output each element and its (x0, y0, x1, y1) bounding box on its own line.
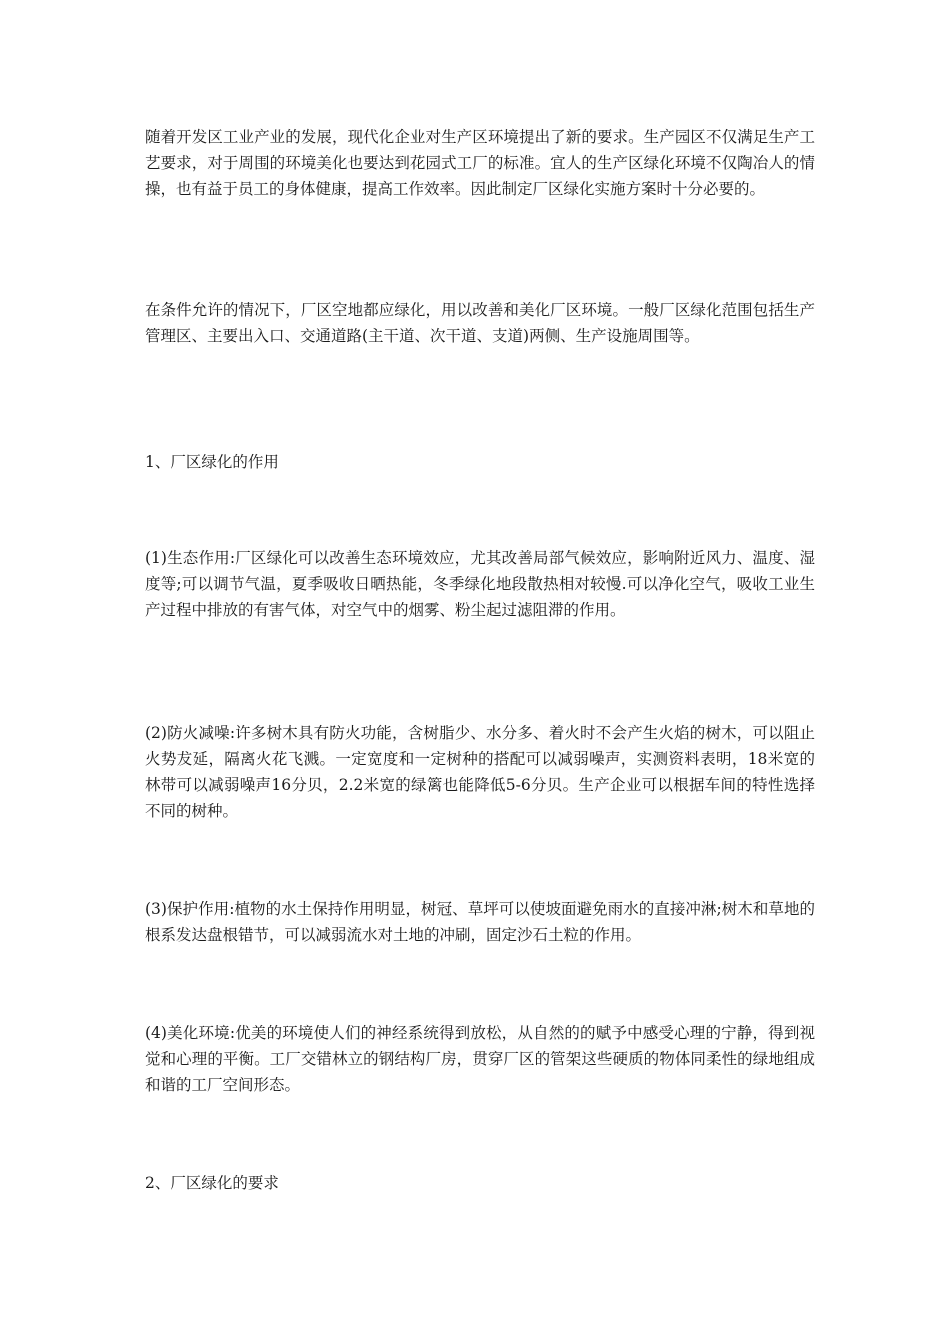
fire-noise-paragraph: (2)防火减噪:许多树木具有防火功能，含树脂少、水分多、着火时不会产生火焰的树木，可以阻止火势犮延，隔离火花飞溅。一定宽度和一定树种的搭配可以减弱噪声，实测资料表明，18米宽的林带可以减弱噪声16分贝，2.2米宽的绿篱也能降低5-6分贝。生产企业可以根据车间的特性选择不同的树种。 (145, 724, 815, 820)
ecology-paragraph: (1)生态作用:厂区绿化可以改善生态环境效应，尤其改善局部气候效应，影响附近风力、温度、湿度等;可以调节气温，夏季吸收日晒热能，冬季绿化地段散热相对较慢.可以净化空气，吸收工业生产过程中排放的有害气体，对空气中的烟雾、粉尘起过滤阻滞的作用。 (145, 549, 815, 619)
protection-paragraph: (3)保护作用:植物的水土保持作用明显，树冠、草坪可以使坡面避免雨水的直接冲淋;树木和草地的根系发达盘根错节，可以减弱流水对土地的冲刷，固定沙石土粒的作用。 (145, 900, 815, 944)
scope-paragraph: 在条件允许的情况下，厂区空地都应绿化，用以改善和美化厂区环境。一般厂区绿化范围包括生产管理区、主要出入口、交通道路(主干道、次干道、支道)两侧、生产设施周围等。 (145, 301, 815, 345)
intro-paragraph: 随着开发区工业产业的发展，现代化企业对生产区环境提出了新的要求。生产园区不仅满足生产工艺要求，对于周围的环境美化也要达到花园式工厂的标准。宜人的生产区绿化环境不仅陶冶人的情操，也有益于员工的身体健康，提高工作效率。因此制定厂区绿化实施方案时十分必要的。 (145, 128, 815, 198)
beautify-paragraph: (4)美化环境:优美的环境使人们的神经系统得到放松，从自然的的赋予中感受心理的宁静，得到视觉和心理的平衡。工厂交错林立的钢结构厂房，贯穿厂区的管架这些硬质的物体同柔性的绿地组成和谐的工厂空间形态。 (145, 1024, 815, 1094)
section-heading-2: 2、厂区绿化的要求 (145, 1174, 279, 1192)
section-heading-1: 1、厂区绿化的作用 (145, 453, 279, 471)
